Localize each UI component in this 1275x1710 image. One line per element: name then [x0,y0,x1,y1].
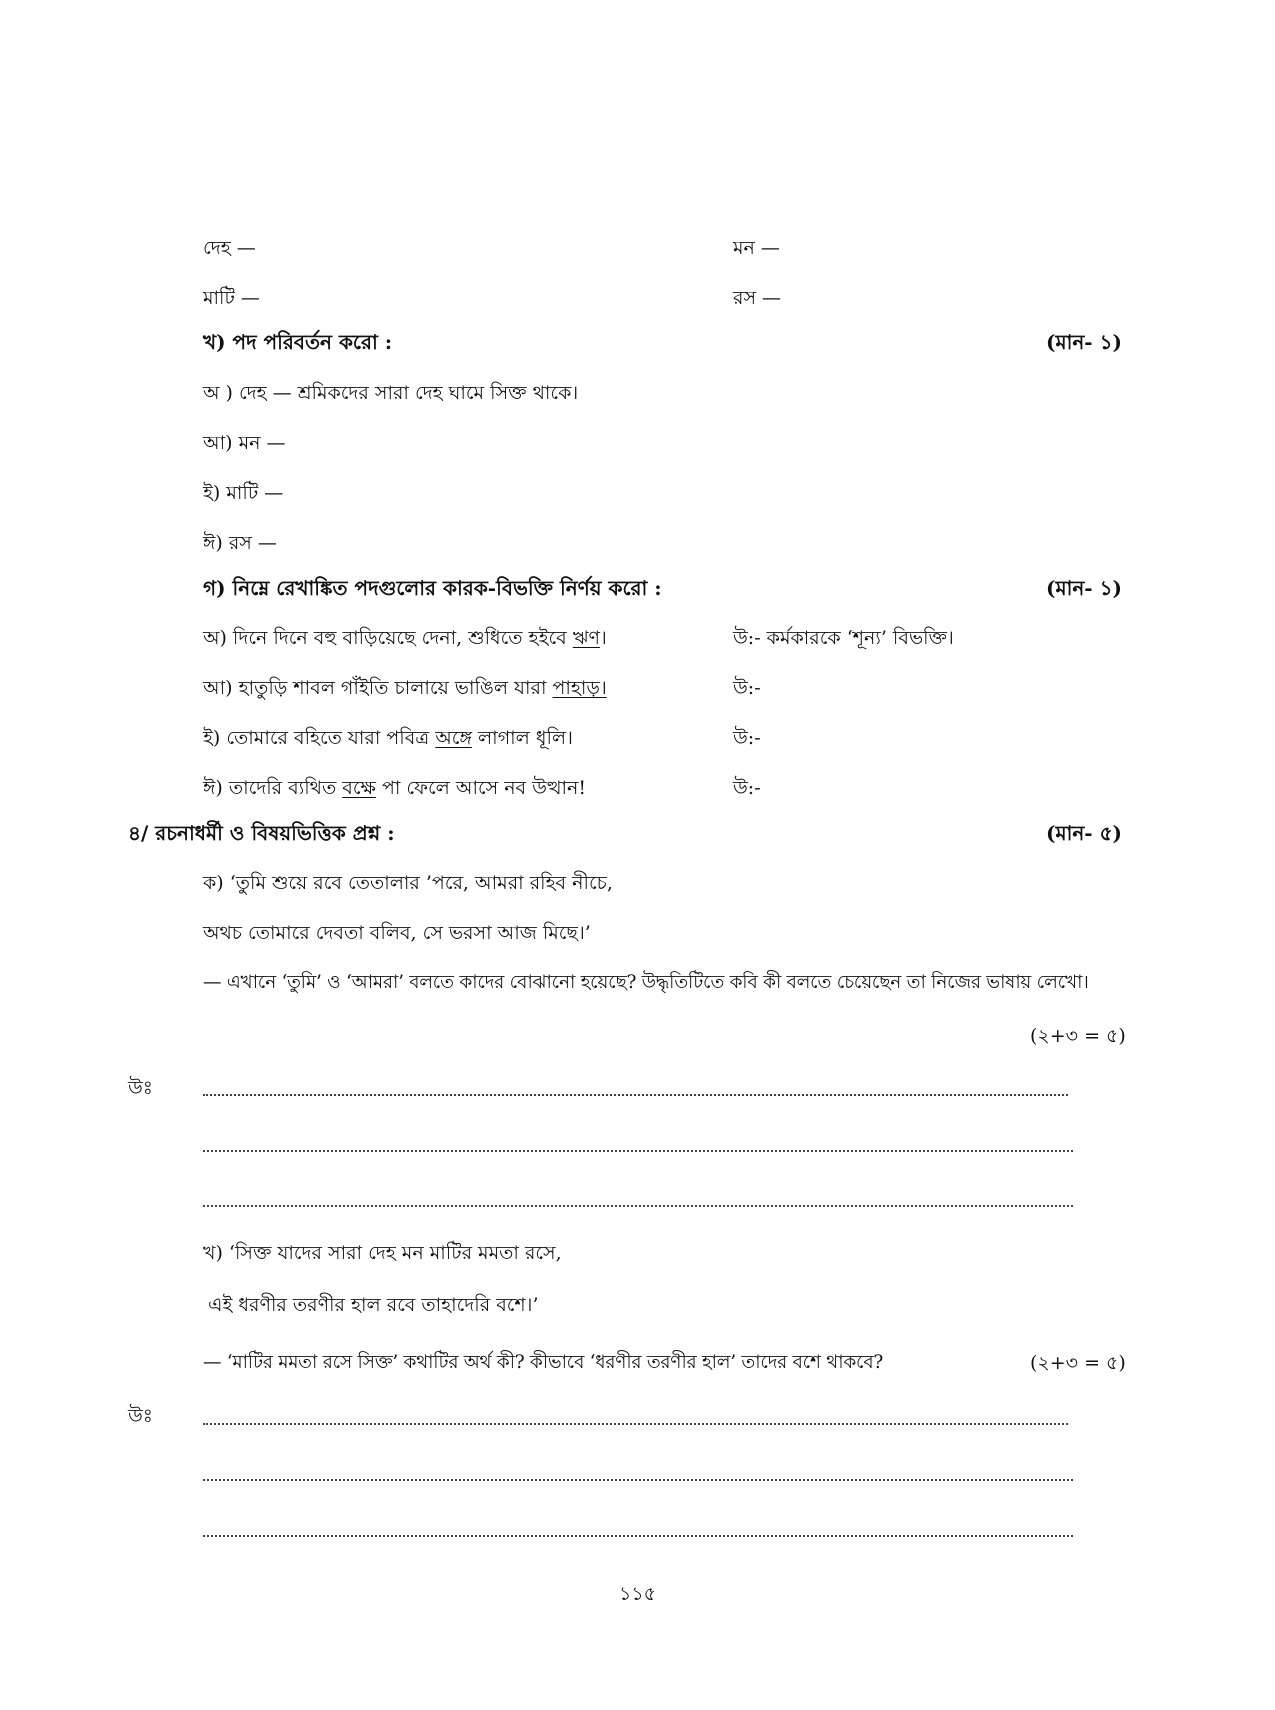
ga-item-text: ই) তোমারে বহিতে যারা পবিত্র [203,727,436,749]
answer-label: উঃ [128,1405,153,1427]
section-kha-heading: খ) পদ পরিবর্তন করো : [203,330,393,354]
answer-line[interactable] [203,1150,1073,1152]
answer-line[interactable] [203,1205,1073,1207]
ga-item-text: । [599,627,607,649]
question-4-heading: ৪/ রচনাধর্মী ও বিষয়ভিত্তিক প্রশ্ন : [128,821,395,845]
ga-answer-1: উ:- কর্মকারকে ‘শূন্য’ বিভক্তি। [733,627,954,649]
ga-item-text: পা ফেলে আসে নব উত্থান! [375,777,586,799]
underlined-word: অঙ্গে [435,727,472,749]
kha-item-4: ঈ) রস — [203,532,277,554]
ga-item-1 [203,625,607,651]
ga-answer-3: উ:- [733,727,761,749]
kha-marks: (২+৩ = ৫) [1030,1352,1126,1374]
answer-line[interactable] [203,1479,1073,1481]
underlined-word: বক্ষে [342,777,376,799]
ga-item-2 [203,675,607,701]
ga-answer-4: উ:- [733,777,761,799]
underlined-word: ঋণ [572,627,600,649]
answer-line[interactable] [203,1535,1073,1537]
ga-item-text: অ) দিনে দিনে বহু বাড়িয়েছে দেনা, শুধিতে হইবে [203,627,573,649]
kha-quote-line-1: খ) ‘সিক্ত যাদের সারা দেহ মন মাটির মমতা রসে, [203,1242,562,1264]
pair-deho: দেহ — [203,237,256,259]
pair-mati: মাটি — [203,287,260,309]
question-4-marks: (মান- ৫) [1046,821,1123,845]
ga-answer-2: উ:- [733,677,761,699]
section-ga-heading: গ) নিম্নে রেখাঙ্কিত পদগুলোর কারক-বিভক্তি নির্ণয় করো : [203,576,662,600]
page-number: ১১৫ [619,1583,656,1605]
ga-item-text: আ) হাতুড়ি শাবল গাঁইতি চালায়ে ভাঙিল যারা [203,677,553,699]
answer-label: উঃ [128,1077,153,1099]
ka-quote-line-2: অথচ তোমারে দেবতা বলিব, সে ভরসা আজ মিছে।’ [203,922,591,944]
kha-item-3: ই) মাটি — [203,482,284,504]
kha-quote-line-2: এই ধরণীর তরণীর হাল রবে তাহাদেরি বশে।’ [208,1294,539,1316]
kha-question: — ‘মাটির মমতা রসে সিক্ত’ কথাটির অর্থ কী? কীভাবে ‘ধরণীর তরণীর হাল’ তাদের বশে থাকবে? [203,1352,884,1373]
pair-ros: রস — [733,287,782,309]
ka-marks: (২+৩ = ৫) [1030,1025,1126,1047]
pair-mon: মন — [733,237,780,259]
ga-item-4 [203,775,586,801]
section-kha-marks: (মান- ১) [1046,330,1123,354]
ga-item-text: লাগাল ধূলি। [471,727,573,749]
section-ga-marks: (মান- ১) [1046,576,1123,600]
underlined-word: পাহাড়। [552,677,607,699]
ka-question: — এখানে ‘তুমি’ ও ‘আমরা’ বলতে কাদের বোঝানো হয়েছে? উদ্ধৃতিটিতে কবি কী বলতে চেয়েছেন তা নিজের ভাষায় লেখো। [203,972,1089,993]
kha-item-2: আ) মন — [203,432,286,454]
kha-item-1: অ ) দেহ — শ্রমিকদের সারা দেহ ঘামে সিক্ত থাকে। [203,382,579,404]
ga-item-3 [203,725,573,751]
answer-line[interactable] [203,1423,1068,1425]
answer-line[interactable] [203,1094,1068,1096]
ka-quote-line-1: ক) ‘তুমি শুয়ে রবে তেতালার ’পরে, আমরা রহিব নীচে, [203,872,613,894]
ga-item-text: ঈ) তাদেরি ব্যথিত [203,777,343,799]
